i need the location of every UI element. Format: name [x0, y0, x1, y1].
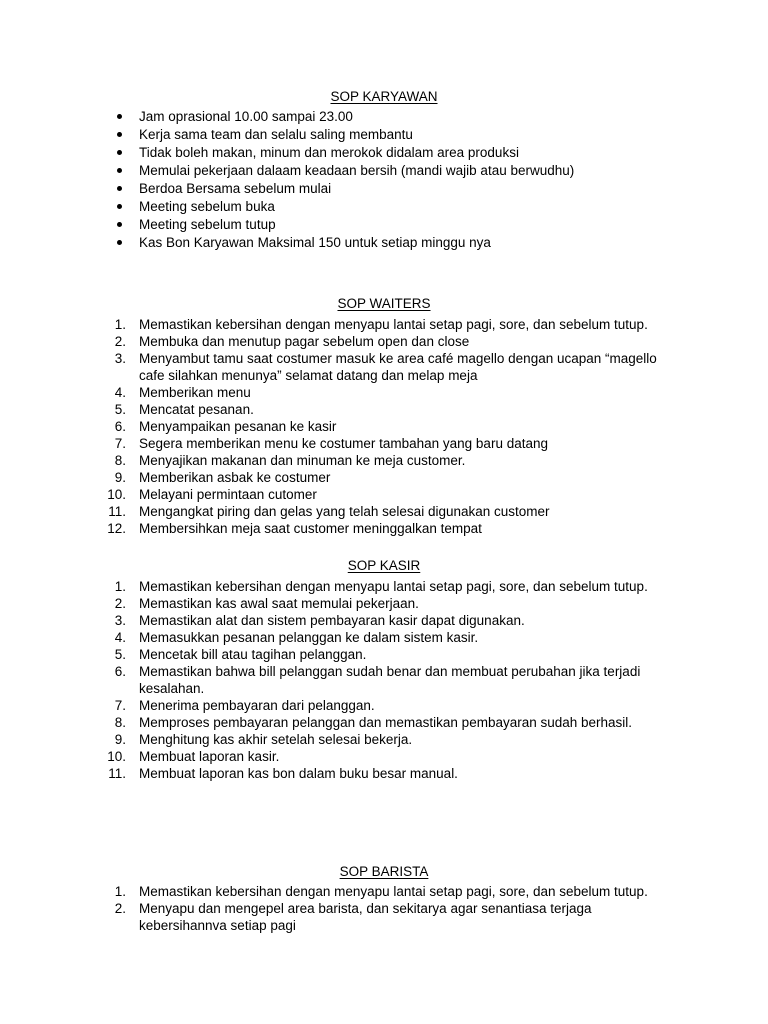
list-item: 8. Menyajikan makanan dan minuman ke meja customer.	[114, 453, 466, 468]
list-item: 2. Menyapu dan mengepel area barista, dan sekitarya agar senantiasa terjaga kebersihannva setiap pagi	[114, 901, 592, 933]
bullet-icon	[117, 150, 122, 155]
list-sop-barista	[0, 883, 768, 934]
list-item: Meeting sebelum tutup	[0, 216, 768, 233]
heading-sop-karyawan: SOP KARYAWAN	[330, 89, 438, 104]
list-item: 5. Mencetak bill atau tagihan pelanggan.	[114, 647, 367, 662]
list-item: 12. Membersihkan meja saat customer meninggalkan tempat	[107, 521, 482, 536]
list-item: 6. Memastikan bahwa bill pelanggan sudah benar dan membuat perubahan jika terjadi kesalahan.	[114, 664, 641, 696]
list-sop-kasir	[0, 578, 768, 782]
list-item: 7. Menerima pembayaran dari pelanggan.	[114, 698, 375, 713]
bullet-icon	[117, 114, 122, 119]
list-item: 4. Memasukkan pesanan pelanggan ke dalam sistem kasir.	[114, 630, 479, 645]
heading-sop-barista: SOP BARISTA	[339, 864, 429, 879]
list-item: Memulai pekerjaan dalaam keadaan bersih (mandi wajib atau berwudhu)	[0, 162, 768, 179]
list-item: Tidak boleh makan, minum dan merokok didalam area produksi	[0, 144, 768, 161]
bullet-icon	[117, 204, 122, 209]
list-item: 1. Memastikan kebersihan dengan menyapu lantai setap pagi, sore, dan sebelum tutup.	[114, 317, 648, 332]
bullet-icon	[117, 222, 122, 227]
list-item: 6. Menyampaikan pesanan ke kasir	[114, 419, 337, 434]
list-item: 2. Membuka dan menutup pagar sebelum open dan close	[114, 334, 470, 349]
list-item: 4. Memberikan menu	[114, 385, 251, 400]
bullet-icon	[117, 240, 122, 245]
list-sop-karyawan	[0, 108, 768, 251]
list-item: Meeting sebelum buka	[0, 198, 768, 215]
list-item: 9. Memberikan asbak ke costumer	[114, 470, 331, 485]
list-item: Kerja sama team dan selalu saling membantu	[0, 126, 768, 143]
list-item: 8. Memproses pembayaran pelanggan dan memastikan pembayaran sudah berhasil.	[114, 715, 633, 730]
list-item: Kas Bon Karyawan Maksimal 150 untuk setiap minggu nya	[0, 234, 768, 251]
list-item: 3. Memastikan alat dan sistem pembayaran kasir dapat digunakan.	[114, 613, 525, 628]
bullet-icon	[117, 186, 122, 191]
list-item: Jam oprasional 10.00 sampai 23.00	[0, 108, 768, 125]
list-item: 7. Segera memberikan menu ke costumer tambahan yang baru datang	[114, 436, 548, 451]
list-item: 10. Membuat laporan kasir.	[107, 749, 280, 764]
bullet-icon	[117, 168, 122, 173]
heading-sop-kasir: SOP KASIR	[347, 558, 421, 573]
heading-sop-waiters: SOP WAITERS	[337, 296, 431, 311]
list-item: 1. Memastikan kebersihan dengan menyapu lantai setap pagi, sore, dan sebelum tutup.	[114, 579, 648, 594]
list-item: 11. Mengangkat piring dan gelas yang telah selesai digunakan customer	[108, 504, 550, 519]
list-item: 9. Menghitung kas akhir setelah selesai bekerja.	[114, 732, 413, 747]
list-item: 10. Melayani permintaan cutomer	[107, 487, 317, 502]
list-sop-waiters	[0, 316, 768, 537]
list-item: 1. Memastikan kebersihan dengan menyapu lantai setap pagi, sore, dan sebelum tutup.	[114, 884, 648, 899]
list-item: Berdoa Bersama sebelum mulai	[0, 180, 768, 197]
list-item: 2. Memastikan kas awal saat memulai pekerjaan.	[114, 596, 419, 611]
bullet-icon	[117, 132, 122, 137]
list-item: 5. Mencatat pesanan.	[114, 402, 254, 417]
list-item: 11. Membuat laporan kas bon dalam buku besar manual.	[108, 766, 458, 781]
list-item: 3. Menyambut tamu saat costumer masuk ke area café magello dengan ucapan “magello cafe silahkan menunya” selamat datang dan melap meja	[114, 351, 657, 383]
